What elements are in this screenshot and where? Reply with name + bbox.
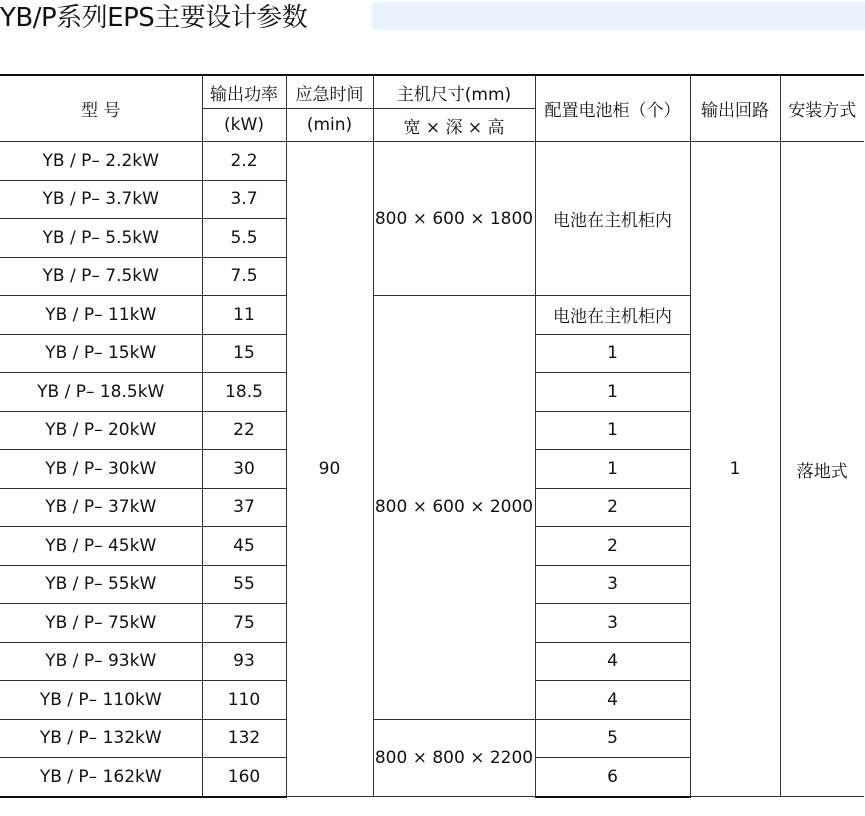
- power-cell: 37: [202, 488, 286, 527]
- power-cell: 160: [202, 758, 286, 797]
- header-time: 应急时间: [286, 75, 373, 109]
- power-cell: 3.7: [202, 180, 286, 219]
- power-cell: 7.5: [202, 257, 286, 296]
- power-cell: 55: [202, 565, 286, 604]
- emergency-time-cell: 90: [286, 142, 373, 797]
- model-cell: YB / P– 132kW: [0, 719, 202, 758]
- battery-cell: 3: [535, 604, 690, 643]
- table-row: [0, 142, 864, 181]
- battery-cell: 1: [535, 411, 690, 450]
- battery-cell: 5: [535, 719, 690, 758]
- model-cell: YB / P– 2.2kW: [0, 142, 202, 181]
- model-cell: YB / P– 162kW: [0, 758, 202, 797]
- model-cell: YB / P– 18.5kW: [0, 373, 202, 412]
- header-size-dims: 宽 × 深 × 高: [373, 109, 535, 142]
- power-cell: 5.5: [202, 219, 286, 258]
- model-cell: YB / P– 37kW: [0, 488, 202, 527]
- size-cell: 800 × 800 × 2200: [373, 719, 535, 797]
- header-circuits: 输出回路: [690, 75, 780, 142]
- power-cell: 75: [202, 604, 286, 643]
- model-cell: YB / P– 7.5kW: [0, 257, 202, 296]
- output-circuits-cell: 1: [690, 142, 780, 797]
- model-cell: YB / P– 3.7kW: [0, 180, 202, 219]
- power-cell: 30: [202, 450, 286, 489]
- battery-cell: 1: [535, 450, 690, 489]
- power-cell: 22: [202, 411, 286, 450]
- power-cell: 45: [202, 527, 286, 566]
- model-cell: YB / P– 75kW: [0, 604, 202, 643]
- model-cell: YB / P– 5.5kW: [0, 219, 202, 258]
- power-cell: 132: [202, 719, 286, 758]
- model-cell: YB / P– 45kW: [0, 527, 202, 566]
- title-row: [0, 0, 865, 40]
- header-install: 安装方式: [780, 75, 864, 142]
- model-cell: YB / P– 110kW: [0, 681, 202, 720]
- model-cell: YB / P– 15kW: [0, 334, 202, 373]
- install-method-cell: 落地式: [780, 142, 864, 797]
- power-cell: 15: [202, 334, 286, 373]
- power-cell: 18.5: [202, 373, 286, 412]
- header-power-unit: (kW): [202, 109, 286, 142]
- battery-cell: 4: [535, 681, 690, 720]
- header-row: [0, 75, 864, 109]
- battery-cell: 电池在主机柜内: [535, 142, 690, 296]
- battery-cell: 2: [535, 488, 690, 527]
- battery-cell: 电池在主机柜内: [535, 296, 690, 335]
- power-cell: 2.2: [202, 142, 286, 181]
- header-power: 输出功率: [202, 75, 286, 109]
- power-cell: 93: [202, 642, 286, 681]
- battery-cell: 6: [535, 758, 690, 797]
- power-cell: 11: [202, 296, 286, 335]
- title-accent-bar: [372, 2, 865, 30]
- header-size: 主机尺寸(mm): [373, 75, 535, 109]
- battery-cell: 3: [535, 565, 690, 604]
- battery-cell: 2: [535, 527, 690, 566]
- battery-cell: 1: [535, 334, 690, 373]
- battery-cell: 4: [535, 642, 690, 681]
- size-cell: 800 × 600 × 1800: [373, 142, 535, 296]
- header-time-unit: (min): [286, 109, 373, 142]
- header-model: 型 号: [0, 75, 202, 142]
- size-cell: 800 × 600 × 2000: [373, 296, 535, 720]
- eps-spec-table: [0, 74, 864, 798]
- page-title: YB/P系列EPS主要设计参数: [0, 3, 308, 33]
- model-cell: YB / P– 11kW: [0, 296, 202, 335]
- model-cell: YB / P– 55kW: [0, 565, 202, 604]
- battery-cell: 1: [535, 373, 690, 412]
- model-cell: YB / P– 93kW: [0, 642, 202, 681]
- model-cell: YB / P– 30kW: [0, 450, 202, 489]
- model-cell: YB / P– 20kW: [0, 411, 202, 450]
- header-battery: 配置电池柜（个）: [535, 75, 690, 142]
- power-cell: 110: [202, 681, 286, 720]
